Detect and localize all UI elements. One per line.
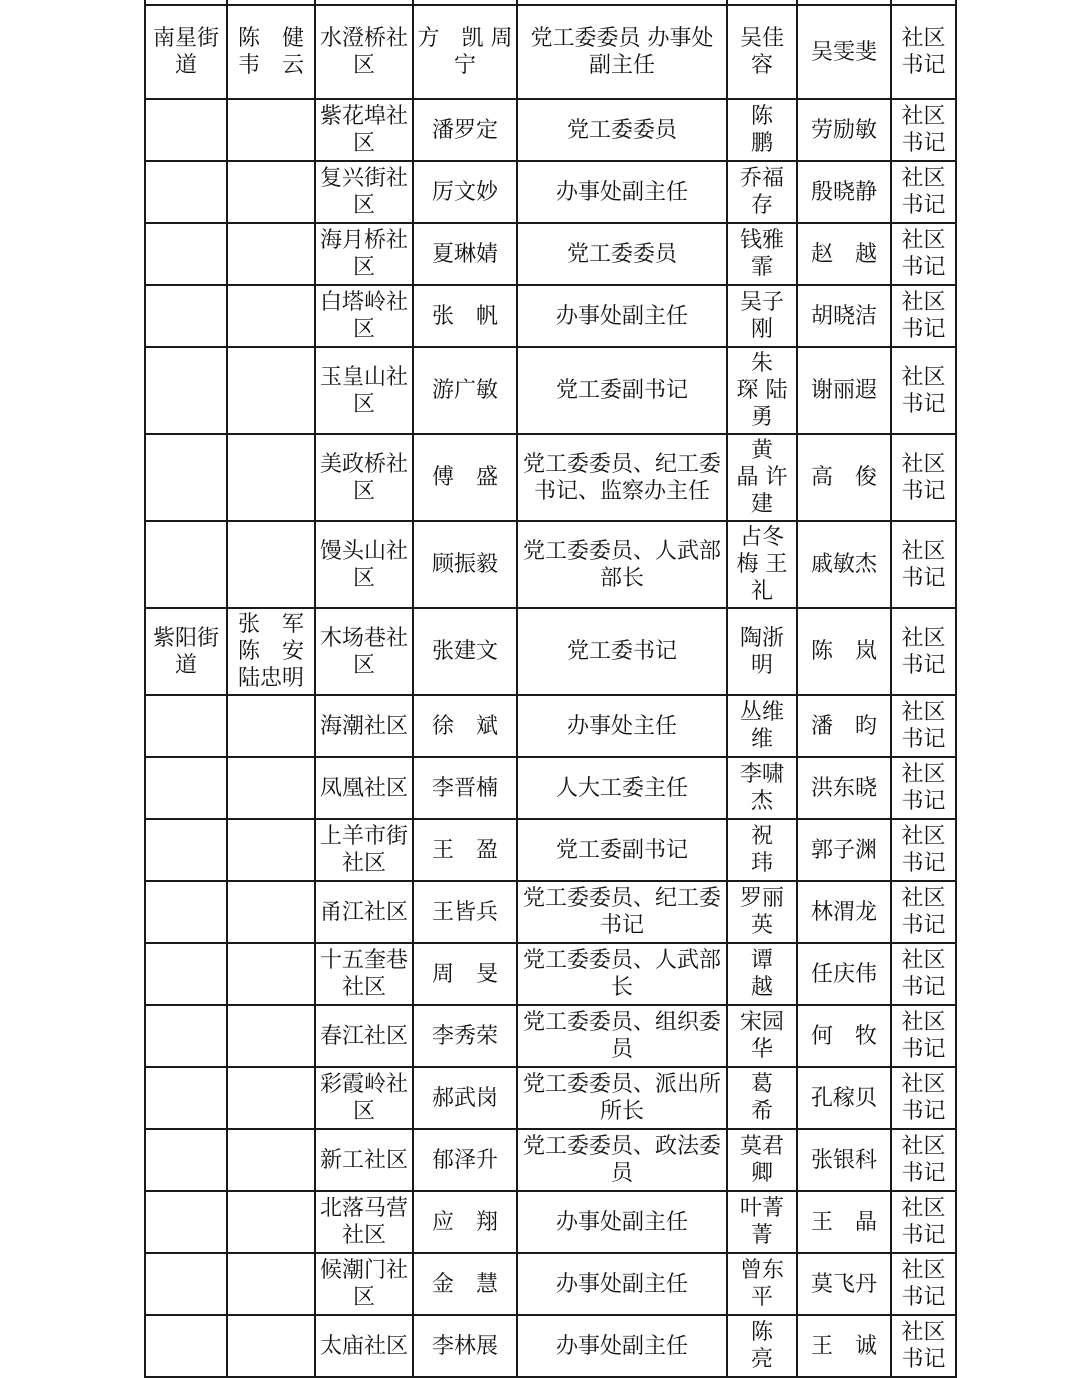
deputy-cell: 莫君卿	[727, 1129, 797, 1191]
role-cell: 社区书记	[891, 161, 956, 223]
community-cell: 美政桥社区	[315, 434, 413, 521]
position-cell: 办事处主任	[517, 695, 727, 757]
community-cell: 太庙社区	[315, 1315, 413, 1377]
street-cell	[145, 1253, 227, 1315]
secretary-cell: 潘 昀	[797, 695, 891, 757]
table-row	[145, 434, 956, 521]
table-row	[145, 1191, 956, 1253]
contact-cell: 厉文妙	[413, 161, 517, 223]
community-cell: 水澄桥社区	[315, 5, 413, 99]
contact-cell: 李晋楠	[413, 757, 517, 819]
deputy-cell: 陶浙明	[727, 608, 797, 695]
community-cell: 玉皇山社区	[315, 347, 413, 434]
leaders-cell: 张 军 陈 安 陆忠明	[227, 608, 315, 695]
contact-cell: 李秀荣	[413, 1005, 517, 1067]
position-cell: 办事处副主任	[517, 161, 727, 223]
secretary-cell: 孔稼贝	[797, 1067, 891, 1129]
leaders-cell	[227, 881, 315, 943]
role-cell: 社区书记	[891, 347, 956, 434]
contact-cell: 傅 盛	[413, 434, 517, 521]
position-cell: 党工委委员、组织委员	[517, 1005, 727, 1067]
street-cell	[145, 521, 227, 608]
street-cell	[145, 819, 227, 881]
contact-cell: 夏琳婧	[413, 223, 517, 285]
position-cell: 党工委委员、人武部部长	[517, 521, 727, 608]
position-cell: 党工委委员	[517, 223, 727, 285]
street-cell	[145, 1191, 227, 1253]
table-body	[145, 0, 956, 1377]
deputy-cell: 罗丽英	[727, 881, 797, 943]
secretary-cell: 张银科	[797, 1129, 891, 1191]
street-cell	[145, 1005, 227, 1067]
contact-cell: 应 翔	[413, 1191, 517, 1253]
street-cell	[145, 223, 227, 285]
position-cell: 人大工委主任	[517, 757, 727, 819]
street-cell	[145, 161, 227, 223]
community-cell: 春江社区	[315, 1005, 413, 1067]
deputy-cell: 朱 琛 陆 勇	[727, 347, 797, 434]
contact-cell: 方 凯 周 宁	[413, 5, 517, 99]
deputy-cell: 李啸杰	[727, 757, 797, 819]
community-cell: 白塔岭社区	[315, 285, 413, 347]
secretary-cell: 劳励敏	[797, 99, 891, 161]
table-row	[145, 285, 956, 347]
community-cell: 甬江社区	[315, 881, 413, 943]
leaders-cell	[227, 1253, 315, 1315]
street-cell: 南星街道	[145, 5, 227, 99]
contact-cell: 周 旻	[413, 943, 517, 1005]
secretary-cell: 吴雯斐	[797, 5, 891, 99]
deputy-cell: 占冬梅 王 礼	[727, 521, 797, 608]
position-cell: 办事处副主任	[517, 1253, 727, 1315]
street-cell	[145, 99, 227, 161]
contact-cell: 王 盈	[413, 819, 517, 881]
table-row	[145, 608, 956, 695]
street-cell	[145, 943, 227, 1005]
leaders-cell	[227, 695, 315, 757]
secretary-cell: 林渭龙	[797, 881, 891, 943]
leaders-cell	[227, 347, 315, 434]
deputy-cell: 乔福存	[727, 161, 797, 223]
community-cell: 十五奎巷社区	[315, 943, 413, 1005]
leaders-cell	[227, 1129, 315, 1191]
contact-cell: 张建文	[413, 608, 517, 695]
secretary-cell: 胡晓洁	[797, 285, 891, 347]
secretary-cell: 郭子渊	[797, 819, 891, 881]
secretary-cell: 洪东晓	[797, 757, 891, 819]
leaders-cell	[227, 1005, 315, 1067]
contact-cell: 金 慧	[413, 1253, 517, 1315]
street-cell	[145, 1067, 227, 1129]
secretary-cell: 何 牧	[797, 1005, 891, 1067]
deputy-cell: 曾东平	[727, 1253, 797, 1315]
leaders-cell	[227, 1067, 315, 1129]
street-cell: 紫阳街道	[145, 608, 227, 695]
role-cell: 社区书记	[891, 1005, 956, 1067]
deputy-cell: 丛维维	[727, 695, 797, 757]
table-row	[145, 695, 956, 757]
secretary-cell: 任庆伟	[797, 943, 891, 1005]
deputy-cell: 祝 玮	[727, 819, 797, 881]
role-cell: 社区书记	[891, 99, 956, 161]
secretary-cell: 殷晓静	[797, 161, 891, 223]
contact-cell: 潘罗定	[413, 99, 517, 161]
table-row	[145, 161, 956, 223]
secretary-cell: 赵 越	[797, 223, 891, 285]
table-row	[145, 1315, 956, 1377]
table-row	[145, 943, 956, 1005]
leaders-cell	[227, 285, 315, 347]
table-row	[145, 99, 956, 161]
position-cell: 党工委委员、派出所所长	[517, 1067, 727, 1129]
deputy-cell: 吴佳容	[727, 5, 797, 99]
assignment-table	[144, 0, 957, 1378]
community-cell: 北落马营社区	[315, 1191, 413, 1253]
contact-cell: 郁泽升	[413, 1129, 517, 1191]
role-cell: 社区书记	[891, 1315, 956, 1377]
street-cell	[145, 347, 227, 434]
deputy-cell: 宋园华	[727, 1005, 797, 1067]
street-cell	[145, 757, 227, 819]
leaders-cell: 陈 健 韦 云	[227, 5, 315, 99]
role-cell: 社区书记	[891, 1191, 956, 1253]
community-cell: 紫花埠社区	[315, 99, 413, 161]
position-cell: 党工委副书记	[517, 347, 727, 434]
table-row	[145, 881, 956, 943]
secretary-cell: 谢丽遐	[797, 347, 891, 434]
leaders-cell	[227, 161, 315, 223]
deputy-cell: 陈 亮	[727, 1315, 797, 1377]
community-cell: 馒头山社区	[315, 521, 413, 608]
street-cell	[145, 881, 227, 943]
secretary-cell: 戚敏杰	[797, 521, 891, 608]
position-cell: 党工委委员	[517, 99, 727, 161]
role-cell: 社区书记	[891, 1129, 956, 1191]
position-cell: 党工委副书记	[517, 819, 727, 881]
community-cell: 新工社区	[315, 1129, 413, 1191]
table-row	[145, 521, 956, 608]
deputy-cell: 谭 越	[727, 943, 797, 1005]
position-cell: 党工委书记	[517, 608, 727, 695]
leaders-cell	[227, 99, 315, 161]
secretary-cell: 高 俊	[797, 434, 891, 521]
deputy-cell: 叶菁菁	[727, 1191, 797, 1253]
position-cell: 党工委委员、人武部长	[517, 943, 727, 1005]
community-cell: 海月桥社区	[315, 223, 413, 285]
secretary-cell: 王 诚	[797, 1315, 891, 1377]
role-cell: 社区书记	[891, 943, 956, 1005]
secretary-cell: 陈 岚	[797, 608, 891, 695]
position-cell: 党工委委员 办事处副主任	[517, 5, 727, 99]
role-cell: 社区书记	[891, 223, 956, 285]
contact-cell: 游广敏	[413, 347, 517, 434]
role-cell: 社区书记	[891, 5, 956, 99]
position-cell: 办事处副主任	[517, 1315, 727, 1377]
street-cell	[145, 1129, 227, 1191]
table-row	[145, 1067, 956, 1129]
community-cell: 候潮门社区	[315, 1253, 413, 1315]
position-cell: 办事处副主任	[517, 285, 727, 347]
community-cell: 海潮社区	[315, 695, 413, 757]
table-row	[145, 757, 956, 819]
role-cell: 社区书记	[891, 1253, 956, 1315]
community-cell: 木场巷社区	[315, 608, 413, 695]
position-cell: 党工委委员、政法委员	[517, 1129, 727, 1191]
contact-cell: 顾振毅	[413, 521, 517, 608]
role-cell: 社区书记	[891, 1067, 956, 1129]
position-cell: 办事处副主任	[517, 1191, 727, 1253]
table-row	[145, 1129, 956, 1191]
leaders-cell	[227, 819, 315, 881]
street-cell	[145, 695, 227, 757]
table-row	[145, 223, 956, 285]
street-cell	[145, 434, 227, 521]
leaders-cell	[227, 521, 315, 608]
table-row	[145, 1005, 956, 1067]
secretary-cell: 莫飞丹	[797, 1253, 891, 1315]
role-cell: 社区书记	[891, 608, 956, 695]
role-cell: 社区书记	[891, 881, 956, 943]
role-cell: 社区书记	[891, 434, 956, 521]
leaders-cell	[227, 1315, 315, 1377]
contact-cell: 徐 斌	[413, 695, 517, 757]
role-cell: 社区书记	[891, 285, 956, 347]
table-row	[145, 5, 956, 99]
table-row	[145, 819, 956, 881]
leaders-cell	[227, 1191, 315, 1253]
leaders-cell	[227, 434, 315, 521]
community-cell: 凤凰社区	[315, 757, 413, 819]
community-cell: 彩霞岭社区	[315, 1067, 413, 1129]
position-cell: 党工委委员、纪工委书记、监察办主任	[517, 434, 727, 521]
table-row	[145, 1253, 956, 1315]
leaders-cell	[227, 943, 315, 1005]
role-cell: 社区书记	[891, 819, 956, 881]
contact-cell: 李林展	[413, 1315, 517, 1377]
street-cell	[145, 1315, 227, 1377]
role-cell: 社区书记	[891, 695, 956, 757]
leaders-cell	[227, 223, 315, 285]
leaders-cell	[227, 757, 315, 819]
community-cell: 上羊市街社区	[315, 819, 413, 881]
deputy-cell: 吴子刚	[727, 285, 797, 347]
contact-cell: 张 帆	[413, 285, 517, 347]
role-cell: 社区书记	[891, 521, 956, 608]
deputy-cell: 陈 鹏	[727, 99, 797, 161]
table-row	[145, 347, 956, 434]
role-cell: 社区书记	[891, 757, 956, 819]
deputy-cell: 葛 希	[727, 1067, 797, 1129]
community-cell: 复兴街社区	[315, 161, 413, 223]
deputy-cell: 黄 晶 许 建	[727, 434, 797, 521]
deputy-cell: 钱雅霏	[727, 223, 797, 285]
position-cell: 党工委委员、纪工委书记	[517, 881, 727, 943]
street-cell	[145, 285, 227, 347]
secretary-cell: 王 晶	[797, 1191, 891, 1253]
contact-cell: 王皆兵	[413, 881, 517, 943]
contact-cell: 郝武岗	[413, 1067, 517, 1129]
